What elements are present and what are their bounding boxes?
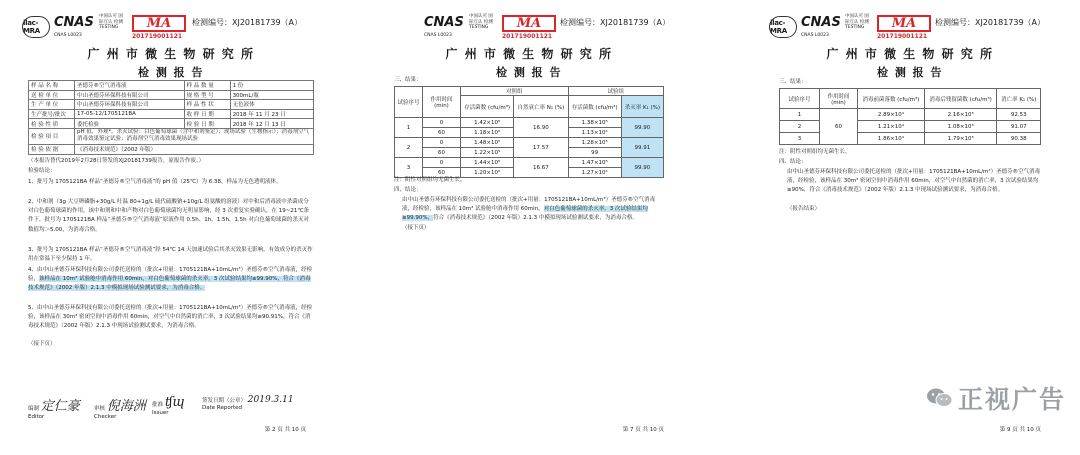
signature-checker: 审核 倪海洲 Checker [94, 399, 146, 420]
sample-info-table [28, 80, 314, 155]
wechat-icon [926, 387, 954, 409]
table-row: 1 0 1.42×10⁵ 16.90 1.38×10⁵ 99.90 [395, 118, 664, 128]
highlighted-result: 该样品在 10m³ 试验舱中消毒作用 60min，对白色葡萄球菌的杀灭率，3 次试验结果均≥99.90%，符合《消毒技术规范》（2002 年版）2.1.3 中模拟现场试验测试要求，为消毒合格。 [28, 276, 311, 292]
table-row: 3 0 1.44×10⁵ 16.67 1.47×10⁵ 99.90 [395, 158, 664, 168]
cma-number: 201719001121 [132, 33, 183, 40]
conclusion-title: 四、结论： [779, 159, 807, 165]
report-title: 检 测 报 告 [877, 66, 943, 79]
conclusion-title: 检验结论： [28, 168, 56, 174]
table-row: 2 0 1.48×10⁵ 17.57 1.28×10⁵ 99.91 [395, 138, 664, 148]
results-table [394, 86, 664, 178]
cnas-cn-text: 中国认可 国际互认 检测 TESTING [99, 14, 123, 30]
report-title: 检 测 报 告 [138, 66, 204, 79]
highlighted-result: 对白色葡萄球菌的杀灭率，3 次试验结果均≥99.90%， [402, 206, 648, 222]
checker-signature: 倪海洲 [106, 399, 146, 414]
table-row: 60 1.20×10⁵ 1.27×10² [395, 168, 664, 178]
table-note: 注：阴性对照组均无菌生长。 [779, 149, 851, 155]
cma-number: 201719001121 [502, 33, 553, 40]
cnas-code: CNAS L0023 [424, 33, 452, 38]
results-section-title: 三、结果： [394, 77, 422, 83]
cnas-logo: CNAS [424, 15, 464, 30]
ilac-mra-logo: ilac-MRA [769, 16, 797, 38]
continued-note: （接下页） [28, 341, 56, 347]
info-row: 送 检 单 位 中山圣德芬环保科技有限公司 规 格 型 号 300mL/瓶 [29, 90, 314, 100]
watermark [926, 380, 1066, 416]
cnas-cn-text: 中国认可 国际互认 检测 TESTING [469, 14, 493, 30]
report-number: 检测编号：XJ20181739（A） [935, 18, 1046, 27]
continued-note: （接下页） [402, 225, 430, 231]
results-section-title: 三、结果： [779, 79, 807, 85]
ilac-mra-logo: ilac-MRA [22, 16, 50, 38]
conclusion-text: 由中山圣德芬环保科技有限公司委托送检的（批次+用量：1705121BA+10mL/m³）圣德芬®空气消毒液，经检验，该样品在 30m³ 密闭空间中消毒作用 60min，对空气中自然菌的消亡率，3 次试验结果均≥90%，符合《消毒技术规范》（2002 年版）2.1.3 中现场试验测试要求，为消毒合格。 [787, 169, 1041, 194]
page-number: 第 9 页 共 10 页 [999, 427, 1041, 433]
cnas-logo: CNAS [801, 15, 841, 30]
institute-name: 广 州 市 微 生 物 研 究 所 [445, 47, 613, 61]
editor-signature: 定仁豪 [40, 399, 80, 414]
table-row: 60 1.22×10⁵ 99 [395, 148, 664, 158]
date-signature: 2019.3.11 [247, 395, 294, 405]
cma-logo: MA [502, 15, 556, 32]
conclusion-title: 四、结论： [394, 187, 422, 193]
issuer-signature: ʧɰ [164, 395, 185, 410]
info-row: 样 品 名 称 圣德芬®空气消毒液 样 品 数 量 1 份 [29, 81, 314, 91]
report-number: 检测编号：XJ20181739（A） [192, 18, 303, 27]
table-subheader-row: 存活菌数 (cfu/m³) 自然衰亡率 N₁ (%) 存活菌数 (cfu/m³) 杀灭率 K₁ (%) [395, 96, 664, 118]
report-number: 检测编号：XJ20181739（A） [560, 18, 671, 27]
conclusion-para-1: 1、批号为 1705121BA 样品“圣德芬®空气消毒液”的 pH 值（25℃）为 6.38，样品为无色透明液体。 [28, 179, 282, 185]
cma-logo: MA [877, 15, 931, 32]
table-row: 1 60 2.89×10⁴ 2.16×10³ 92.53 [780, 109, 1041, 121]
report-end-note: （报告结束） [787, 206, 821, 212]
header-logos [380, 14, 678, 40]
table-row: 2 1.21×10⁴ 1.08×10³ 91.07 [780, 121, 1041, 133]
replacement-note: （本报告替代2019年2月28日签发的XJ20181739报告，原报告作废。） [28, 158, 205, 164]
table-header-row: 试验序号 作用时间 (min) 对照组 试验组 [395, 87, 664, 96]
cma-number: 201719001121 [877, 33, 928, 40]
cnas-cn-text: 中国认可 国际互认 检测 TESTING [845, 14, 869, 30]
table-header-row: 试验序号 作用时间 (min) 消毒前菌落数 (cfu/m³) 消毒后残留菌数 (cfu/m³) 消亡率 K₁ (%) [780, 89, 1041, 109]
page-number: 第 7 页 共 10 页 [622, 427, 664, 433]
watermark-text: 正视广告 [957, 385, 1066, 414]
info-row: 生 产 单 位 中山圣德芬环保科技有限公司 样 品 性 状 无色液体 [29, 100, 314, 110]
cma-logo: MA [132, 15, 186, 32]
cnas-logo: CNAS [54, 15, 94, 30]
table-row: 60 1.18×10⁵ 1.13×10² [395, 128, 664, 138]
cnas-code: CNAS L0023 [54, 33, 82, 38]
info-row: 检 验 项 目 pH 值，外观*，杀灭试验：白色葡萄球菌（含中和剂鉴定）；现场试验（生物指示）；消毒剂空气消毒效果鉴定试验；消毒剂空气消毒效果现场试验 [29, 128, 314, 144]
conclusion-para-4: 4、由中山圣德芬环保科技有限公司委托送检的（批次+用量：1705121BA+10mL/m³）圣德芬®空气消毒液，经检验，该样品在 10m³ 试验舱中消毒作用 60min，对白色葡萄球菌的杀灭率，3 次试验结果均≥99.90%，符合《消毒技术规范》（2002 年版）2.1.3 中模拟现场试验测试要求，为消毒合格。 [28, 267, 313, 292]
results-table [779, 88, 1041, 145]
signature-issuer: 批准 ʧɰ Issuer [152, 395, 185, 416]
report-page-7 [380, 0, 678, 455]
conclusion-text: 由中山圣德芬环保科技有限公司委托送检的（批次+用量：1705121BA+10mL/m³）圣德芬®空气消毒液，经检验，该样品在 10m³ 试验舱中消毒作用 60min，对白色葡萄球菌的杀灭率，3 次试验结果均≥99.90%，符合《消毒技术规范》（2002 年版）2.1.3 中模拟现场试验测试要求，为消毒合格。 [402, 197, 656, 222]
report-page-2 [22, 0, 320, 455]
signature-date: 签发日期（公章） 2019.3.11 Date Reported [202, 395, 294, 411]
report-title: 检 测 报 告 [496, 66, 562, 79]
cnas-code: CNAS L0023 [801, 33, 829, 38]
info-row: 检 验 依 据 《消毒技术规范》（2002 年版） [29, 144, 314, 154]
institute-name: 广 州 市 微 生 物 研 究 所 [826, 47, 994, 61]
table-row: 3 1.86×10⁴ 1.79×10³ 90.38 [780, 133, 1041, 145]
info-row: 检 验 性 质 委托检验 检 验 日 期 2018 年 12 月 13 日 [29, 119, 314, 129]
conclusion-para-3: 3、批号为 1705121BA 样品“圣德芬®空气消毒液”经 54℃ 14 天加速试验后其杀灭效果无影响，有效成分的杀灭作用在常温下至少保持 1 年。 [28, 247, 313, 263]
signature-editor: 编制 定仁豪 Editor [28, 399, 80, 420]
page-number: 第 2 页 共 10 页 [264, 427, 306, 433]
info-row: 生产批号/批次 17-05-12/1705121BA 收 样 日 期 2018 年 11 月 23 日 [29, 109, 314, 119]
institute-name: 广 州 市 微 生 物 研 究 所 [87, 47, 255, 61]
conclusion-para-2: 2、中和剂（3g 大豆卵磷脂+30g/L 吐温 80+1g/L 硫代硫酸钠+10g/L 组氨酸的溶液）对中和后消毒液中杀菌成分对白色葡萄球菌的作用，该中和剂和中和产物对白色葡萄球菌均无明显影响，经 3 次重复实验确认，在 19~21℃条件下，批号为 1705121BA 样品“圣德芬®空气消毒液”原液作用 0.5h、1h、1.5h、1.5h 对白色葡萄球菌的杀灭对数值均＞5.00，为消毒合格。 [28, 199, 310, 233]
conclusion-para-5: 5、由中山圣德芬环保科技有限公司委托送检的（批次+用量：1705121BA+10mL/m³）圣德芬®空气消毒液，经检验，该样品在 30m³ 密闭空间中消毒作用 60min，对空气中自然菌的消亡率，3 次试验结果均≥90.91%，符合《消毒技术规范》（2002 年版）2.1.3 中现场试验测试要求，为消毒合格。 [28, 305, 313, 330]
table-note: 注：阴性对照组均无菌生长。 [394, 177, 466, 183]
header-logos [22, 14, 320, 40]
header-logos [765, 14, 1055, 40]
